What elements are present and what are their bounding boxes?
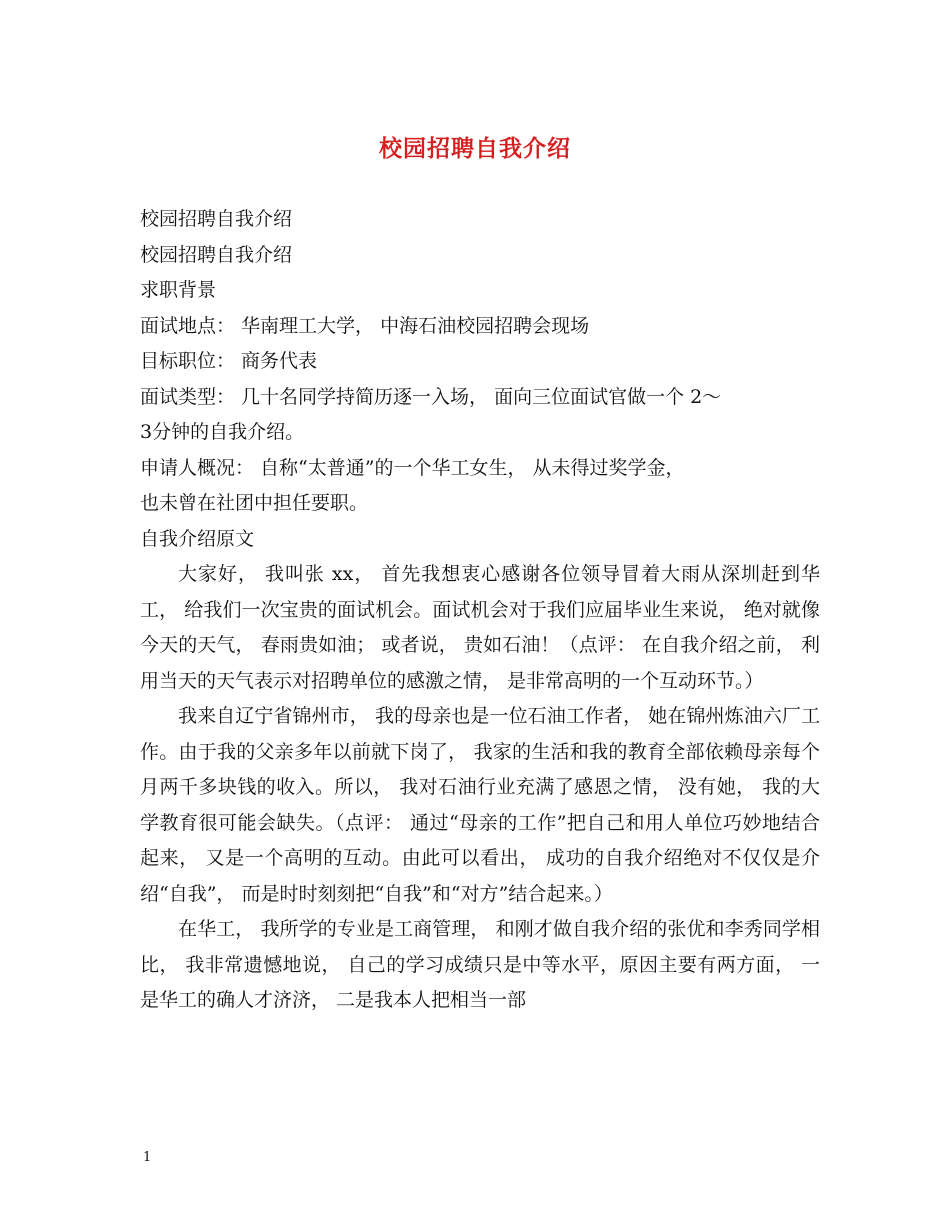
applicant-overview: 申请人概况： 自称“太普通”的一个华工女生， 从未得过奖学金，: [140, 456, 685, 479]
page-number: 1: [143, 1150, 152, 1165]
interview-type-cont: 3分钟的自我介绍。: [140, 421, 305, 443]
body-line: 校园招聘自我介绍: [140, 208, 293, 230]
interview-location: 面试地点： 华南理工大学， 中海石油校园招聘会现场: [140, 314, 590, 337]
document-title: 校园招聘自我介绍: [379, 135, 571, 162]
document-body: [140, 202, 820, 1019]
applicant-overview-cont: 也未曾在社团中担任要职。: [140, 492, 369, 514]
interview-type: 面试类型： 几十名同学持简历逐一入场， 面向三位面试官做一个 2～: [140, 385, 722, 408]
body-line: 校园招聘自我介绍: [140, 243, 293, 266]
paragraph: 我来自辽宁省锦州市， 我的母亲也是一位石油工作者， 她在锦州炼油六厂工作。由于我的父亲多年以前就下岗了， 我家的生活和我的教育全部依赖母亲每个月两千多块钱的收入。所以， 我对石油行业充满了感恩之情， 没有她， 我的大学教育很可能会缺失。（点评： 通过“母亲的工作”把自己和用人单位巧妙地结合起来， 又是一个高明的互动。由此可以看出， 成功的自我介绍绝对不仅仅是介绍“自我”， 而是时时刻刻把“自我”和“对方”结合起来。）: [140, 705, 820, 905]
section-heading-original: 自我介绍原文: [140, 527, 255, 550]
section-heading-background: 求职背景: [140, 279, 217, 301]
paragraph: 在华工， 我所学的专业是工商管理， 和刚才做自我介绍的张优和李秀同学相比， 我非常遗憾地说， 自己的学习成绩只是中等水平，原因主要有两方面， 一是华工的确人才济济， 二是我本人把相当一部: [140, 918, 820, 1011]
target-position: 目标职位： 商务代表: [140, 350, 318, 372]
paragraph: 大家好， 我叫张 xx， 首先我想衷心感谢各位领导冒着大雨从深圳赶到华工， 给我们一次宝贵的面试机会。面试机会对于我们应届毕业生来说， 绝对就像今天的天气， 春雨贵如油； 或者说， 贵如石油！（点评： 在自我介绍之前， 利用当天的天气表示对招聘单位的感激之情， 是非常高明的一个互动环节。）: [140, 563, 820, 692]
